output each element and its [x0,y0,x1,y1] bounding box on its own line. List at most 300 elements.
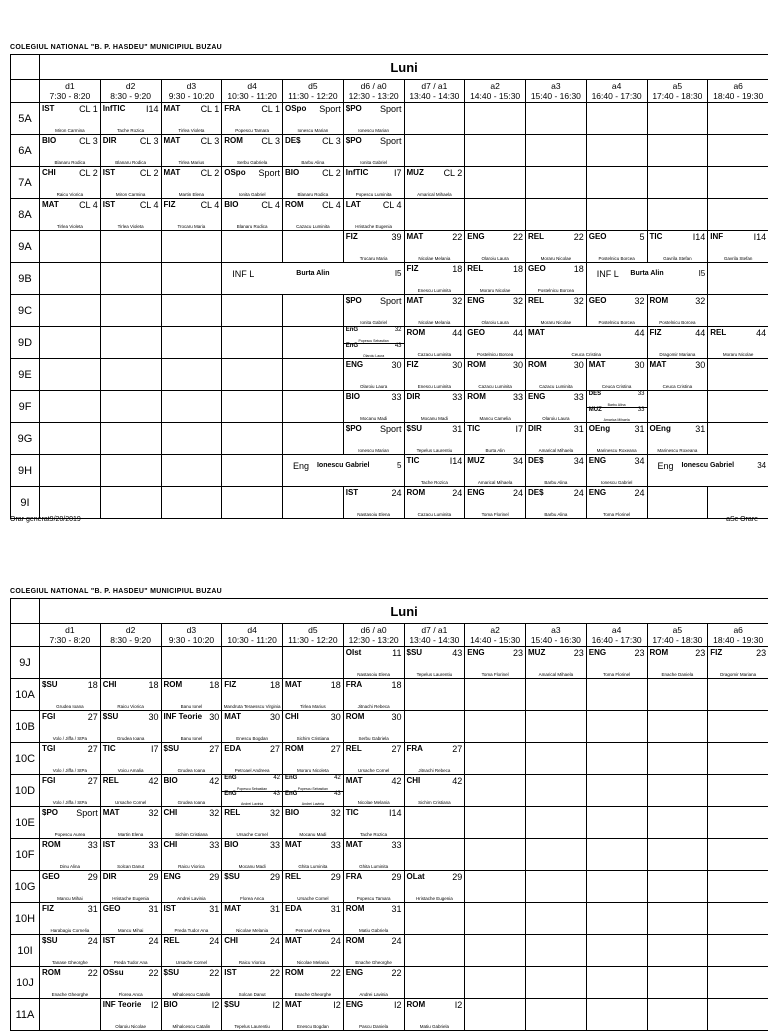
teacher-name: Nicolae Melania [405,256,465,261]
subject-code: $PO [346,424,362,433]
teacher-name: Mocanu Madi [222,864,282,869]
room-number: 18 [513,264,523,274]
class-label: 9J [11,647,40,679]
teacher-name: Nicolae Melania [344,800,404,805]
room-number: 24 [88,936,98,946]
teacher-name: Nastasoiu Elena [344,672,404,677]
subject-code: ROM [407,1000,426,1009]
teacher-name: Solcan Danut [222,992,282,997]
subject-code: BIO [42,136,56,145]
subject-code: EnG [346,327,358,333]
subject-code: REL [710,328,726,337]
schedule-cell [404,775,465,807]
subject-code: DIR [103,872,117,881]
room-number: Sport [380,424,402,434]
subject-code: MAT [589,360,606,369]
schedule-cell [343,903,404,935]
teacher-name: Jitnachi Rebeca [344,704,404,709]
period-header [343,624,404,647]
teacher-name: Preda Tudor Ana [101,960,161,965]
schedule-cell [161,391,222,423]
room-number: CL 3 [322,136,341,146]
room-number: Sport [258,168,280,178]
subject-code: TIC [407,456,420,465]
schedule-cell [343,647,404,679]
teacher-name: Popescu Tamara [222,128,282,133]
schedule-cell [222,647,283,679]
room-number: 32 [574,296,584,306]
schedule-cell [647,231,708,263]
teacher-name: Tepelus Laurentiu [405,448,465,453]
schedule-cell [708,295,768,327]
split-entry [587,391,647,408]
room-number: 18 [391,680,401,690]
schedule-cell [40,743,101,775]
teacher-name: Martin Elena [101,832,161,837]
subject-code: IST [103,840,115,849]
room-number: Sport [319,104,341,114]
room-number: 39 [391,232,401,242]
subject-code: INF Teorie [164,712,203,721]
class-label: 11A [11,999,40,1031]
schedule-cell [161,839,222,871]
room-number: 31 [331,904,341,914]
schedule-cell [708,359,768,391]
teacher-name: Enache Daniela [648,672,708,677]
schedule-cell [586,263,708,295]
teacher-name: Postelnicu Borcea [648,320,708,325]
subject-code: MAT [528,328,545,337]
teacher-name: Postelnicu Borcea [465,352,525,357]
teacher-name: Banu Ionel [162,704,222,709]
teacher-name: Volo / Jiffa / StPa [40,736,100,741]
schedule-cell [647,167,708,199]
teacher-name: Barbu Alina [526,480,586,485]
schedule-cell [404,743,465,775]
room-number: CL 4 [201,200,220,210]
schedule-cell [586,167,647,199]
teacher-name: Ionita Gabriel [344,320,404,325]
corner-cell [11,624,40,647]
schedule-cell [404,423,465,455]
subject-code: MAT [285,936,302,945]
schedule-cell [222,743,283,775]
schedule-cell [708,743,768,775]
teacher-name: Cazacu Luminita [405,352,465,357]
schedule-cell [708,647,768,679]
schedule-cell [586,487,647,519]
room-number: 33 [270,840,280,850]
teacher-name: Matiu Gabriela [344,928,404,933]
schedule-cell [222,327,283,359]
period-time: 18:40 - 19:30 [708,635,768,645]
teacher-name: Popescu Sebastian [283,787,343,791]
schedule-cell [222,807,283,839]
period-header [283,80,344,103]
subject-code: ROM [346,936,365,945]
schedule-cell [465,263,526,295]
room-number: 42 [209,776,219,786]
schedule-cell [647,359,708,391]
schedule-cell [647,455,768,487]
schedule-cell [100,967,161,999]
corner-cell [11,599,40,624]
period-header [40,624,101,647]
teacher-name: Popescu Sebastian [222,787,282,791]
period-name: d5 [283,81,343,91]
period-time: 16:40 - 17:30 [587,635,647,645]
schedule-table [10,598,768,1031]
class-row [11,967,768,999]
schedule-cell [647,391,708,423]
subject-code: GEO [42,872,60,881]
teacher-name: Postelnicu Borcea [526,288,586,293]
room-number: 33 [331,840,341,850]
teacher-name: Amarica Mihaela [587,418,647,422]
teacher-name: Amarical Mihaela [405,192,465,197]
schedule-cell [526,935,587,967]
schedule-cell [222,487,283,519]
subject-code: CHI [42,168,56,177]
room-number: 31 [452,424,462,434]
subject-code: TIC [103,744,116,753]
room-number: 22 [452,232,462,242]
schedule-cell [40,199,101,231]
subject-code: FGI [42,712,55,721]
subject-code: DE$ [285,136,301,145]
schedule-cell [404,807,465,839]
subject-code: BIO [285,808,299,817]
class-label: 10C [11,743,40,775]
room-number: 27 [209,744,219,754]
period-header [222,80,283,103]
schedule-cell [465,423,526,455]
subject-code: ROM [285,200,304,209]
teacher-name: Olaroiu Laura [344,354,404,358]
teacher-name: Tirlea Violeta [162,128,222,133]
schedule-cell [100,359,161,391]
room-number: 32 [148,808,158,818]
teacher-name: Andrei Lavinia [222,802,282,806]
schedule-cell [526,167,587,199]
room-number: 18 [209,680,219,690]
schedule-cell [465,135,526,167]
schedule-cell [343,871,404,903]
room-number: 33 [513,392,523,402]
schedule-cell [40,423,101,455]
subject-code: FIZ [407,264,419,273]
schedule-cell [465,391,526,423]
subject-code: $SU [164,744,180,753]
teacher-name: Ceuca Cristina [648,384,708,389]
room-number: 31 [695,424,705,434]
room-number: CL 4 [140,200,159,210]
schedule-cell [222,967,283,999]
schedule-cell [40,359,101,391]
room-number: 44 [695,328,705,338]
schedule-cell [40,295,101,327]
subject-code: OLat [407,872,425,881]
schedule-cell [586,711,647,743]
teacher-name: Enescu Luminita [405,384,465,389]
schedule-cell [222,263,404,295]
teacher-name: Ceuca Cristina [526,352,647,357]
schedule-cell [100,327,161,359]
subject-code: $SU [224,872,240,881]
subject-code: INF L [597,269,619,279]
period-header [465,624,526,647]
teacher-name: Mihalcescu Catalin [162,1024,222,1029]
room-number: 22 [513,232,523,242]
period-header-row [11,624,768,647]
teacher-name: Postelnicu Borcea [587,256,647,261]
schedule-cell [647,999,708,1031]
schedule-cell [222,231,283,263]
schedule-cell [283,711,344,743]
subject-code: TIC [650,232,663,241]
period-header [586,624,647,647]
schedule-cell [343,935,404,967]
teacher-name: Olaroiu Laura [465,320,525,325]
room-number: 30 [209,712,219,722]
period-name: d1 [40,81,100,91]
teacher-name: Tanase Gheorghe [40,960,100,965]
schedule-cell [100,263,161,295]
room-number: I2 [394,1000,402,1010]
class-label: 10H [11,903,40,935]
schedule-cell [465,903,526,935]
room-number: 24 [513,488,523,498]
teacher-name: Sichim Cristiana [283,736,343,741]
generated-date: Orar generat9/20/2019 [10,516,81,523]
schedule-cell [526,743,587,775]
subject-code: CHI [224,936,238,945]
schedule-cell [465,455,526,487]
class-label: 10I [11,935,40,967]
room-number: 42 [148,776,158,786]
room-number: 29 [209,872,219,882]
room-number: 24 [391,488,401,498]
schedule-cell [222,359,283,391]
teacher-name: Raicu Viorica [162,864,222,869]
schedule-cell [647,135,708,167]
room-number: I7 [151,744,159,754]
schedule-cell [222,775,283,807]
room-number: 32 [634,296,644,306]
period-name: a5 [648,625,708,635]
room-number: 30 [270,712,280,722]
teacher-name: Mocanu Madi [283,832,343,837]
room-number: 18 [270,680,280,690]
schedule-cell [343,199,404,231]
schedule-cell [100,423,161,455]
room-number: 5 [397,461,401,470]
subject-code: EDA [285,904,302,913]
teacher-name: Matiu Gabriela [405,1024,465,1029]
room-number: Sport [380,104,402,114]
subject-code: GEO [528,264,546,273]
room-number: Sport [76,808,98,818]
split-entry [344,343,404,359]
schedule-cell [647,487,708,519]
room-number: 5 [639,232,644,242]
room-number: I14 [754,232,767,242]
schedule-cell [343,423,404,455]
room-number: CL 4 [79,200,98,210]
schedule-cell [647,711,708,743]
schedule-cell [40,327,101,359]
schedule-cell [586,423,647,455]
teacher-name: Ursache Cornel [344,768,404,773]
schedule-cell [465,775,526,807]
split-entry [283,775,343,792]
schedule-cell [161,647,222,679]
room-number: 22 [574,232,584,242]
subject-code: MAT [650,360,667,369]
teacher-name: Olaroiu Laura [344,384,404,389]
split-entry [222,791,282,807]
schedule-cell [343,807,404,839]
room-number: 24 [209,936,219,946]
schedule-cell [647,679,708,711]
generator-credit: aSc Orare [726,516,758,523]
subject-code: FIZ [42,904,54,913]
teacher-name: Volo / Jiffa / StPa [40,768,100,773]
teacher-name: Sichim Cristiana [405,800,465,805]
schedule-cell [647,839,708,871]
schedule-cell [222,423,283,455]
teacher-name: Barbu Alina [283,160,343,165]
subject-code: CHI [285,712,299,721]
schedule-cell [100,743,161,775]
class-row [11,231,768,263]
class-row [11,455,768,487]
subject-code: DE$ [528,456,544,465]
schedule-cell [40,391,101,423]
schedule-cell [647,807,708,839]
schedule-cell [586,295,647,327]
subject-code: IST [103,936,115,945]
room-number: 29 [452,872,462,882]
schedule-cell [708,679,768,711]
subject-code: MAT [42,200,59,209]
period-time: 14:40 - 15:30 [465,635,525,645]
room-number: 29 [88,872,98,882]
schedule-table [10,54,768,519]
subject-code: FIZ [164,200,176,209]
schedule-cell [647,903,708,935]
teacher-name: Mancu Mihai [101,928,161,933]
schedule-cell [40,903,101,935]
subject-code: BIO [164,1000,178,1009]
room-number: 29 [270,872,280,882]
schedule-cell [100,167,161,199]
subject-code: OSsu [103,968,124,977]
teacher-name: Dragomir Mariana [708,672,768,677]
period-time: 15:40 - 16:30 [526,91,586,101]
class-row [11,199,768,231]
room-number: 33 [391,840,401,850]
schedule-cell [586,679,647,711]
room-number: 43 [334,791,341,797]
schedule-cell [100,871,161,903]
room-number: 44 [756,328,766,338]
subject-code: ENG [467,232,484,241]
room-number: I2 [333,1000,341,1010]
schedule-cell [222,135,283,167]
schedule-cell [100,231,161,263]
teacher-name: Enache Gheorghe [344,960,404,965]
split-entry [283,791,343,807]
room-number: 33 [574,392,584,402]
subject-code: IST [346,488,358,497]
teacher-name: Hristache Eugenia [405,896,465,901]
schedule-cell [40,455,101,487]
room-number: I14 [693,232,706,242]
teacher-name: Ionescu Marian [283,128,343,133]
class-row [11,999,768,1031]
subject-code: ROM [285,744,304,753]
schedule-cell [40,487,101,519]
subject-code: MAT [164,168,181,177]
schedule-cell [343,359,404,391]
teacher-name: Popescu Luminita [344,192,404,197]
subject-code: $SU [164,968,180,977]
subject-code: InfTIC [346,168,369,177]
class-row [11,775,768,807]
period-time: 10:30 - 11:20 [222,635,282,645]
schedule-cell [708,327,768,359]
subject-code: BIO [164,776,178,785]
subject-code: MAT [164,136,181,145]
subject-code: ROM [346,904,365,913]
period-header [343,80,404,103]
class-label: 10G [11,871,40,903]
period-name: a4 [587,81,647,91]
subject-code: ROM [42,840,61,849]
period-header-row [11,80,768,103]
schedule-cell [647,775,708,807]
room-number: 27 [391,744,401,754]
subject-code: REL [103,776,119,785]
subject-code: OIst [346,648,362,657]
room-number: 31 [391,904,401,914]
schedule-cell [222,679,283,711]
subject-code: INF L [232,269,254,279]
schedule-cell [647,743,708,775]
teacher-name: Postelnicu Borcea [587,320,647,325]
schedule-cell [708,711,768,743]
teacher-name: Grudea Ioana [101,736,161,741]
subject-code: MAT [285,680,302,689]
room-number: 22 [88,968,98,978]
class-label: 10D [11,775,40,807]
room-number: Sport [380,296,402,306]
room-number: CL 3 [201,136,220,146]
class-row [11,359,768,391]
teacher-name: Nicolae Melania [405,320,465,325]
subject-code: DIR [407,392,421,401]
schedule-cell [161,103,222,135]
schedule-cell [404,487,465,519]
room-number: I5 [395,269,402,278]
subject-code: FIZ [710,648,722,657]
room-number: CL 4 [322,200,341,210]
room-number: 44 [634,328,644,338]
subject-code: EnG [224,775,236,781]
schedule-cell [404,679,465,711]
room-number: 32 [695,296,705,306]
